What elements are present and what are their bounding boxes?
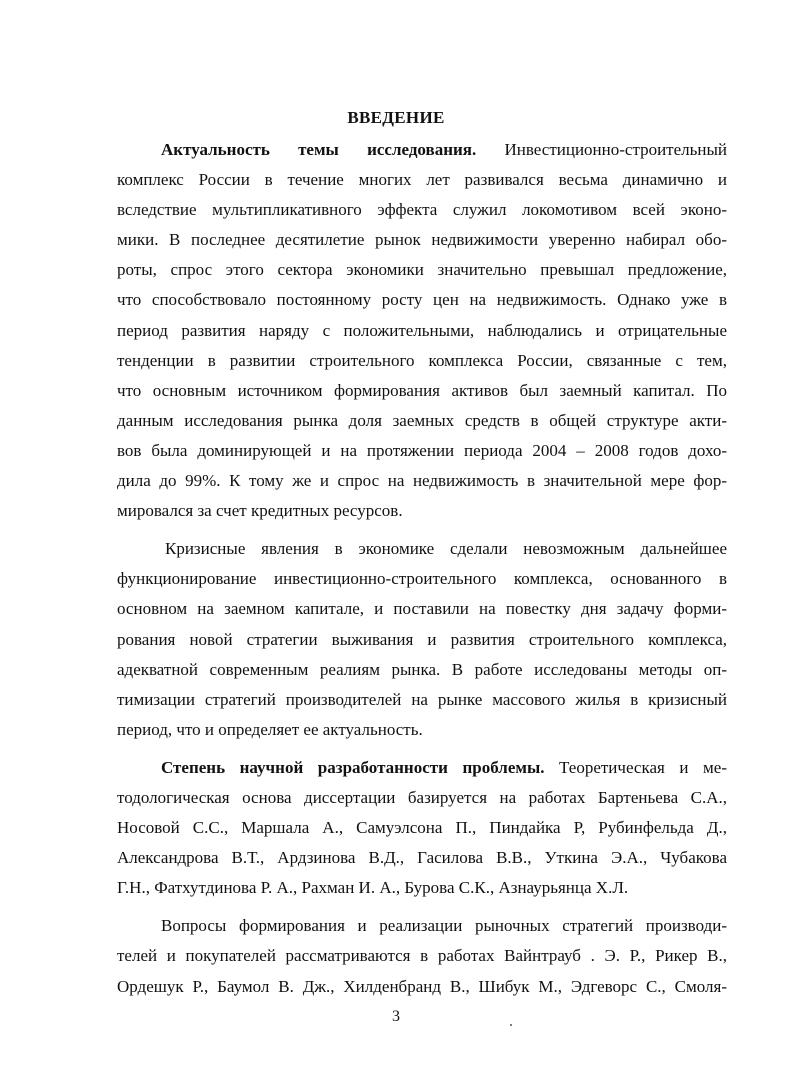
paragraph-line: Носовой С.С., Маршала А., Самуэлсона П., Пиндайка Р, Рубинфельда Д.,: [117, 818, 727, 838]
paragraph-line: тенденции в развитии строительного комплекса России, связанные с тем,: [117, 350, 727, 370]
paragraph-line: адекватной современным реалиям рынка. В работе исследованы методы оп-: [117, 659, 727, 679]
paragraph-line: Вопросы формирования и реализации рыночных стратегий производи-: [161, 916, 727, 936]
paragraph-line: функционирование инвестиционно-строительного комплекса, основанного в: [117, 569, 727, 589]
paragraph-line: данным исследования рынка доля заемных средств в общей структуре акти-: [117, 410, 727, 430]
paragraph-line: период развития наряду с положительными, наблюдались и отрицательные: [117, 320, 727, 340]
scan-speck: [510, 1024, 512, 1026]
paragraph-line: [117, 753, 727, 783]
paragraph-line: дила до 99%. К тому же и спрос на недвижимость в значительной мере фор-: [117, 471, 727, 491]
paragraph-line: тодологическая основа диссертации базируется на работах Бартеньева С.А.,: [117, 787, 727, 807]
page-title: ВВЕДЕНИЕ: [347, 108, 445, 127]
paragraph-line: Александрова В.Т., Ардзинова В.Д., Гасилова В.В., Уткина Э.А., Чубакова: [117, 848, 727, 868]
line-text: Инвестиционно-строительный: [504, 140, 727, 159]
line-text: Теоретическая и ме-: [559, 757, 727, 777]
section-lead: Степень научной разработанности проблемы.: [161, 757, 545, 777]
paragraph-line: Кризисные явления в экономике сделали невозможным дальнейшее: [165, 539, 727, 559]
paragraph-line: что основным источником формирования активов был заемный капитал. По: [117, 380, 727, 400]
paragraph-line: что способствовало постоянному росту цен на недвижимость. Однако уже в: [117, 290, 727, 310]
paragraph-line: период, что и определяет ее актуальность.: [117, 719, 423, 739]
page-number: 3: [392, 1008, 400, 1025]
paragraph-line: рования новой стратегии выживания и развития строительного комплекса,: [117, 629, 727, 649]
paragraph-line: роты, спрос этого сектора экономики значительно превышал предложение,: [117, 260, 727, 280]
paragraph-line: [117, 135, 727, 165]
paragraph-line: вов была доминирующей и на протяжении периода 2004 – 2008 годов дохо-: [117, 440, 727, 460]
paragraph-line: Г.Н., Фатхутдинова Р. А., Рахман И. А., Бурова С.К., Азнаурьянца Х.Л.: [117, 878, 629, 898]
paragraph-line: вследствие мультипликативного эффекта служил локомотивом всей эконо-: [117, 200, 727, 220]
section-lead: Актуальность темы исследования.: [161, 140, 477, 159]
paragraph-line: комплекс России в течение многих лет развивался весьма динамично и: [117, 170, 727, 190]
paragraph-line: телей и покупателей рассматриваются в работах Вайнтрауб . Э. Р., Рикер В.,: [117, 946, 727, 966]
paragraph-line: тимизации стратегий производителей на рынке массового жилья в кризисный: [117, 689, 727, 709]
paragraph-line: Ордешук Р., Баумол В. Дж., Хилденбранд В., Шибук М., Эдгеворс С., Смоля-: [117, 976, 727, 996]
paragraph-line: мики. В последнее десятилетие рынок недвижимости уверенно набирал обо-: [117, 230, 727, 250]
paragraph-line: основном на заемном капитале, и поставили на повестку дня задачу форми-: [117, 599, 727, 619]
paragraph-line: мировался за счет кредитных ресурсов.: [117, 501, 403, 521]
document-body: [117, 135, 727, 1002]
